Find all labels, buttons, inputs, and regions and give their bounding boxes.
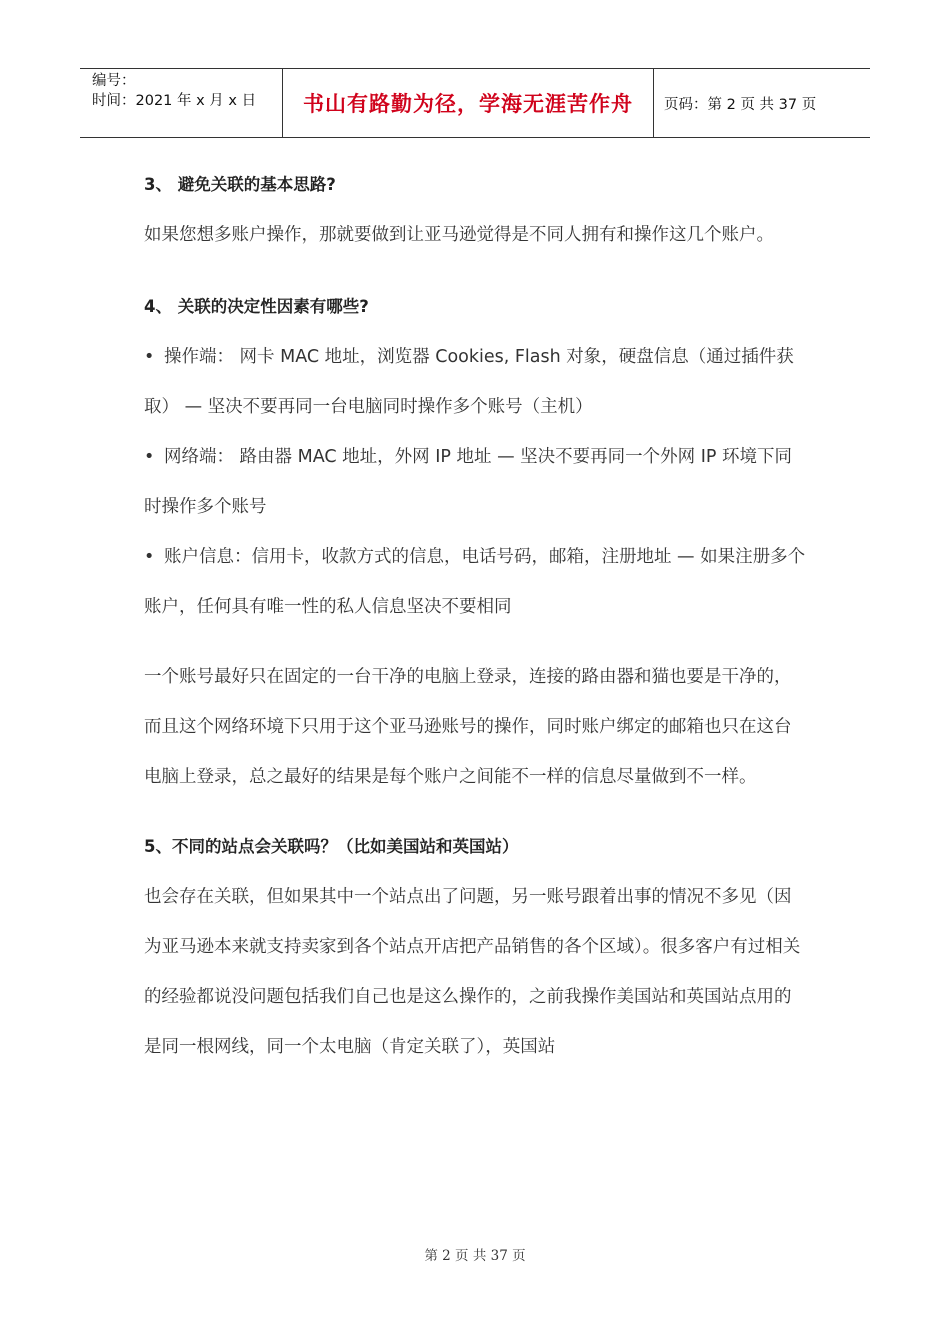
document-body bbox=[144, 160, 808, 1072]
bullet-icon: • bbox=[144, 547, 155, 567]
header-left-cell bbox=[80, 69, 282, 137]
section-heading: 3、 避免关联的基本思路? bbox=[144, 175, 336, 194]
spacer bbox=[144, 632, 808, 652]
section-paragraph: 也会存在关联，但如果其中一个站点出了问题，另一账号跟着出事的情况不多见（因为亚马逊本来就支持卖家到各个站点开店把产品销售的各个区域）。很多客户有过相关的经验都说没问题包括我们自己也是这么操作的，之前我操作美国站和英国站点用的是同一根网线，同一个太电脑（肯定关联了），英国站 bbox=[144, 887, 801, 1057]
document-date: 时间：2021 年 x 月 x 日 bbox=[92, 93, 257, 109]
header-page-info: 页码：第 2 页 共 37 页 bbox=[664, 96, 817, 113]
header-motto: 书山有路勤为径，学海无涯苦作舟 bbox=[282, 69, 654, 137]
bullet-text: 操作端： 网卡 MAC 地址，浏览器 Cookies, Flash 对象，硬盘信息（通过插件获取） — 坚决不要再同一台电脑同时操作多个账号（主机） bbox=[144, 347, 794, 417]
bullet-text: 网络端： 路由器 MAC 地址，外网 IP 地址 — 坚决不要再同一个外网 IP 环境下同时操作多个账号 bbox=[144, 447, 792, 517]
bullet-item bbox=[144, 432, 808, 532]
bullet-icon: • bbox=[144, 447, 155, 467]
bullet-item bbox=[144, 332, 808, 432]
bullet-text: 账户信息：信用卡，收款方式的信息，电话号码，邮箱，注册地址 — 如果注册多个账户，任何具有唯一性的私人信息坚决不要相同 bbox=[144, 547, 806, 617]
document-number-label: 编号： bbox=[92, 73, 136, 89]
bullet-icon: • bbox=[144, 347, 155, 367]
section-heading: 4、 关联的决定性因素有哪些? bbox=[144, 297, 369, 316]
spacer bbox=[144, 802, 808, 822]
spacer bbox=[144, 260, 808, 282]
section-paragraph: 如果您想多账户操作，那就要做到让亚马逊觉得是不同人拥有和操作这几个账户。 bbox=[144, 225, 774, 245]
page-header bbox=[80, 68, 870, 138]
bullet-item bbox=[144, 532, 808, 632]
section-paragraph: 一个账号最好只在固定的一台干净的电脑上登录，连接的路由器和猫也要是干净的，而且这个网络环境下只用于这个亚马逊账号的操作，同时账户绑定的邮箱也只在这台电脑上登录，总之最好的结果是每个账户之间能不一样的信息尽量做到不一样。 bbox=[144, 667, 792, 787]
section-heading: 5、不同的站点会关联吗？（比如美国站和英国站） bbox=[144, 837, 519, 856]
page-footer: 第 2 页 共 37 页 bbox=[424, 1248, 526, 1264]
